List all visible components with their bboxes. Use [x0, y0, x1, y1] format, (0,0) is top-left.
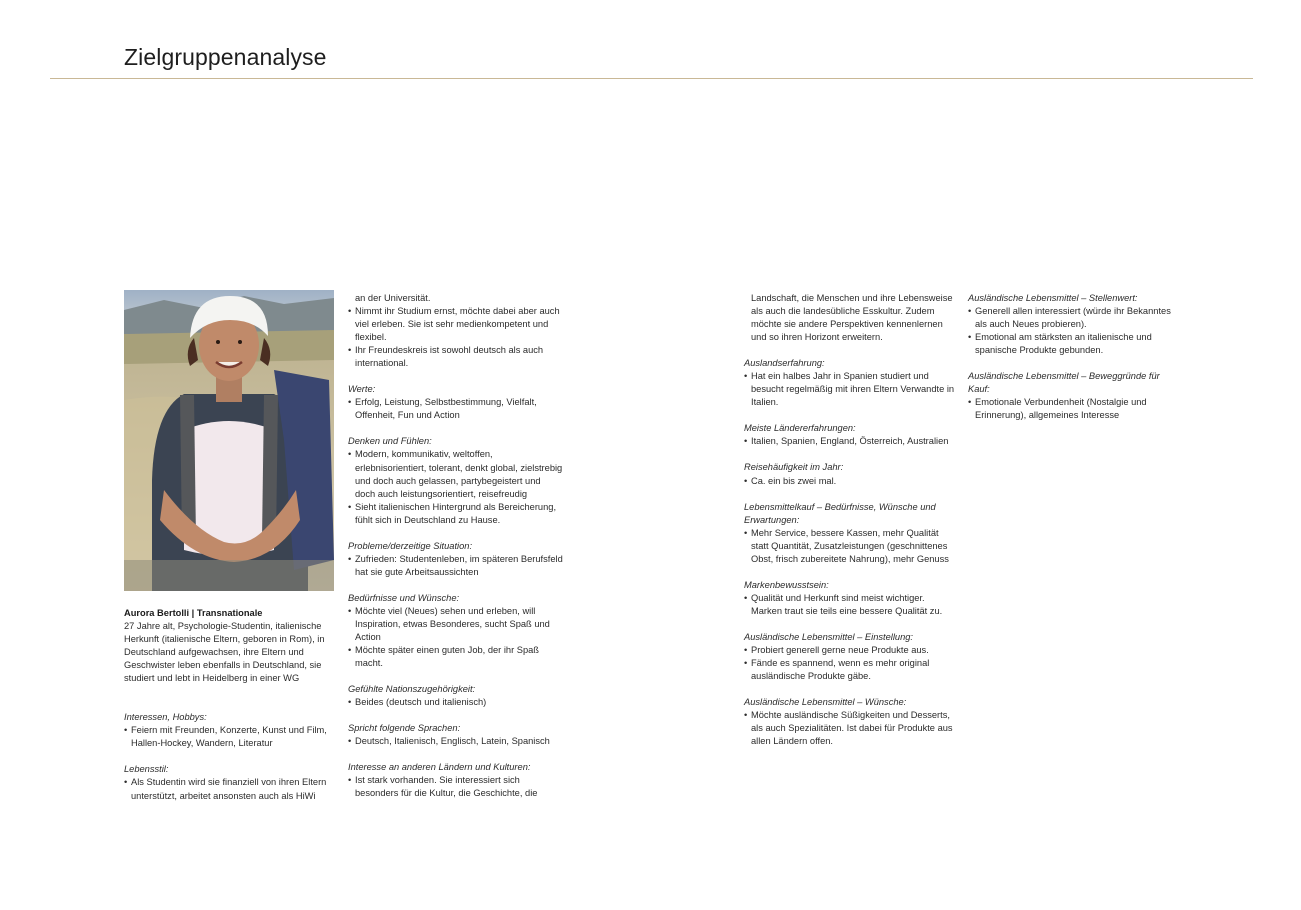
section-heading: Ausländische Lebensmittel – Stellenwert: [968, 293, 1138, 303]
section-foreign-food-importance [968, 292, 1178, 357]
bullet-list [744, 709, 958, 748]
section-heading: Meiste Ländererfahrungen: [744, 423, 856, 434]
bullet-list [124, 776, 338, 802]
list-item: • Deutsch, Italienisch, Englisch, Latein, Spanisch [348, 735, 563, 748]
continuation-text: an der Universität. [355, 293, 431, 303]
section-foreign-food-attitude [744, 631, 958, 683]
list-item: • Nimmt ihr Studium ernst, möchte dabei aber auch viel erleben. Sie ist sehr medienkompetent und flexibel. [348, 305, 563, 344]
bullet-list [744, 527, 958, 566]
list-item: • Emotional am stärksten an italienische und spanische Produkte gebunden. [968, 331, 1178, 357]
section-grocery-needs [744, 501, 958, 566]
bullet-list [744, 644, 958, 683]
section-heading: Ausländische Lebensmittel – Einstellung: [744, 631, 913, 642]
bullet-list [124, 724, 338, 750]
section-heading: Reisehäufigkeit im Jahr: [744, 462, 844, 473]
bullet-list [744, 435, 958, 448]
list-item: • Mehr Service, bessere Kassen, mehr Qualität statt Quantität, Zusatzleistungen (geschnittenes Obst, frisch zubereitete Nahrung), mehr Genuss [744, 527, 958, 566]
list-item: • Emotionale Verbundenheit (Nostalgie und Erinnerung), allgemeines Interesse [968, 396, 1178, 422]
list-item: • Ca. ein bis zwei mal. [744, 475, 958, 488]
section-needs-wishes [348, 592, 563, 670]
section-interest-cultures [348, 761, 563, 800]
section-foreign-food-wishes [744, 696, 958, 748]
list-item: • Ihr Freundeskreis ist sowohl deutsch als auch international. [348, 344, 563, 370]
continuation-text: Landschaft, die Menschen und ihre Lebensweise als auch die landesübliche Esskultur. Zudem möchte sie andere Perspektiven kennenlernen und so ihren Horizont erweitern. [751, 293, 953, 343]
list-item: • Sieht italienischen Hintergrund als Bereicherung, fühlt sich in Deutschland zu Hause. [348, 501, 563, 527]
list-item: • Möchte ausländische Süßigkeiten und Desserts, als auch Spezialitäten. Ist dabei für Produkte aus allen Ländern offen. [744, 709, 958, 748]
list-item: • Als Studentin wird sie finanziell von ihren Eltern unterstützt, arbeitet ansonsten auch als HiWi [124, 776, 338, 802]
bullet-list [348, 735, 563, 748]
section-heading: Auslandserfahrung: [744, 358, 825, 369]
list-item: • Probiert generell gerne neue Produkte aus. [744, 644, 958, 657]
section-heading: Markenbewusstsein: [744, 579, 829, 590]
list-item: • Ist stark vorhanden. Sie interessiert sich besonders für die Kultur, die Geschichte, die [348, 774, 563, 800]
section-problems [348, 540, 563, 579]
list-item: • Modern, kommunikativ, weltoffen, erlebnisorientiert, tolerant, denkt global, zielstrebig und doch auch gelassen, partybegeistert und doch auch leistungsorientiert, reisefreudig [348, 448, 563, 500]
persona-intro: 27 Jahre alt, Psychologie-Studentin, italienische Herkunft (italienische Eltern, geboren in Rom), in Deutschland aufgewachsen, ihre Eltern und Geschwister leben ebenfalls in Deutschland, sie studiert und lebt in Heidelberg in einer WG [124, 621, 325, 684]
section-values [348, 383, 563, 422]
section-nationality [348, 683, 563, 709]
list-item: • Erfolg, Leistung, Selbstbestimmung, Vielfalt, Offenheit, Fun und Action [348, 396, 563, 422]
bullet-list [348, 305, 563, 370]
section-heading: Ausländische Lebensmittel – Beweggründe für Kauf: [968, 371, 1160, 395]
list-item: • Hat ein halbes Jahr in Spanien studiert und besucht regelmäßig mit ihren Eltern Verwandte in Italien. [744, 370, 958, 409]
section-heading: Probleme/derzeitige Situation: [348, 540, 473, 551]
list-item: • Möchte viel (Neues) sehen und erleben, will Inspiration, etwas Besonderes, sucht Spaß und Action [348, 605, 563, 644]
section-brand-awareness [744, 579, 958, 618]
persona-profile-column [124, 607, 338, 803]
section-heading: Lebensstil: [124, 764, 169, 775]
list-item: • Fände es spannend, wenn es mehr original ausländische Produkte gäbe. [744, 657, 958, 683]
section-heading: Werte: [348, 384, 376, 395]
section-heading: Denken und Fühlen: [348, 436, 432, 447]
section-thinking-feeling [348, 435, 563, 526]
section-lifestyle [124, 763, 338, 802]
profile-column-4 [968, 292, 1178, 422]
bullet-list [744, 475, 958, 488]
list-item: • Zufrieden: Studentenleben, im späteren Berufsfeld hat sie gute Arbeitsaussichten [348, 553, 563, 579]
list-item: • Generell allen interessiert (würde ihr Bekanntes als auch Neues probieren). [968, 305, 1178, 331]
section-heading: Bedürfnisse und Wünsche: [348, 592, 460, 603]
title-divider [50, 78, 1253, 79]
list-item: • Italien, Spanien, England, Österreich, Australien [744, 435, 958, 448]
page-title: Zielgruppenanalyse [124, 44, 327, 70]
list-item: • Feiern mit Freunden, Konzerte, Kunst und Film, Hallen-Hockey, Wandern, Literatur [124, 724, 338, 750]
bullet-list [968, 396, 1178, 422]
section-countries [744, 422, 958, 448]
section-foreign-food-motives [968, 370, 1178, 422]
persona-photo [124, 290, 334, 591]
persona-photo-illustration [124, 290, 334, 591]
bullet-list [968, 305, 1178, 357]
section-heading: Ausländische Lebensmittel – Wünsche: [744, 697, 907, 708]
list-item: • Möchte später einen guten Job, der ihr Spaß macht. [348, 644, 563, 670]
bullet-list [348, 553, 563, 579]
section-languages [348, 722, 563, 748]
section-abroad-experience [744, 357, 958, 409]
section-heading: Interessen, Hobbys: [124, 712, 207, 723]
profile-column-3 [744, 292, 958, 748]
persona-name: Aurora Bertolli | Transnationale [124, 608, 263, 618]
section-heading: Interesse an anderen Ländern und Kulturen: [348, 762, 531, 773]
bullet-list [348, 605, 563, 670]
bullet-list [744, 370, 958, 409]
section-heading: Lebensmittelkauf – Bedürfnisse, Wünsche und Erwartungen: [744, 501, 936, 525]
list-item: • Qualität und Herkunft sind meist wichtiger. Marken traut sie teils eine bessere Qualität zu. [744, 592, 958, 618]
section-heading: Gefühlte Nationszugehörigkeit: [348, 684, 476, 695]
list-item: • Beides (deutsch und italienisch) [348, 696, 563, 709]
bullet-list [348, 774, 563, 800]
profile-column-2 [348, 292, 563, 801]
section-heading: Spricht folgende Sprachen: [348, 723, 461, 734]
section-travel-frequency [744, 461, 958, 487]
section-interests [124, 711, 338, 750]
bullet-list [744, 592, 958, 618]
bullet-list [348, 448, 563, 526]
bullet-list [348, 696, 563, 709]
bullet-list [348, 396, 563, 422]
